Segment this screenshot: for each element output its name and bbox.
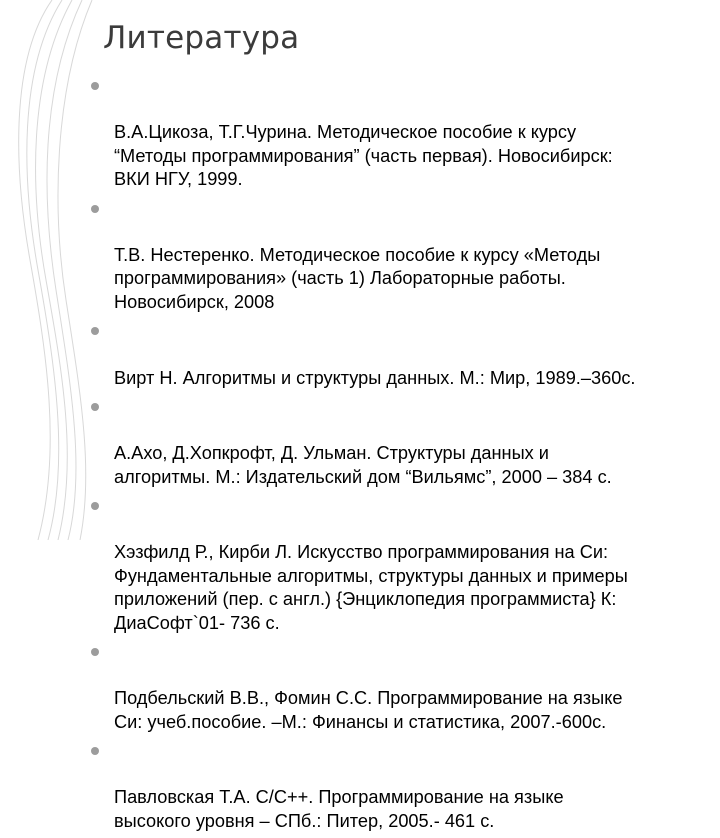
reference-text: Подбельский В.В., Фомин С.С. Программирование на языке Си: учеб.пособие. –М.: Финансы и статистика, 2007.-600с. [114, 688, 623, 732]
list-item [90, 640, 705, 734]
reference-list [90, 74, 705, 838]
list-item [90, 74, 705, 192]
round-bullet-icon [91, 747, 99, 755]
list-item [90, 197, 705, 315]
round-bullet-icon [91, 403, 99, 411]
slide-title: Литература [103, 20, 300, 56]
reference-text: Хэзфилд Р., Кирби Л. Искусство программирования на Си: Фундаментальные алгоритмы, структуры данных и примеры приложений (пер. с англ.) {Энциклопедия программиста} К: ДиаСофт`01- 736 с. [114, 542, 628, 633]
reference-text: А.Ахо, Д.Хопкрофт, Д. Ульман. Структуры данных и алгоритмы. М.: Издательский дом “Вильямс”, 2000 – 384 с. [114, 442, 612, 487]
round-bullet-icon [91, 327, 99, 335]
reference-text: Павловская Т.А. С/С++. Программирование на языке высокого уровня – СПб.: Питер, 2005.- 461 с. [114, 787, 564, 831]
round-bullet-icon [91, 82, 99, 90]
round-bullet-icon [91, 205, 99, 213]
list-item [90, 319, 705, 390]
round-bullet-icon [91, 648, 99, 656]
reference-text: Вирт Н. Алгоритмы и структуры данных. М.: Мир, 1989.–360с. [114, 367, 636, 388]
list-item [90, 739, 705, 833]
list-item [90, 494, 705, 636]
reference-text: В.А.Цикоза, Т.Г.Чурина. Методическое пособие к курсу “Методы программирования” (часть первая). Новосибирск: ВКИ НГУ, 1999. [114, 122, 613, 190]
reference-text: Т.В. Нестеренко. Методическое пособие к курсу «Методы программирования» (часть 1) Лабораторные работы. Новосибирск, 2008 [114, 244, 601, 313]
list-item [90, 395, 705, 489]
round-bullet-icon [91, 502, 99, 510]
